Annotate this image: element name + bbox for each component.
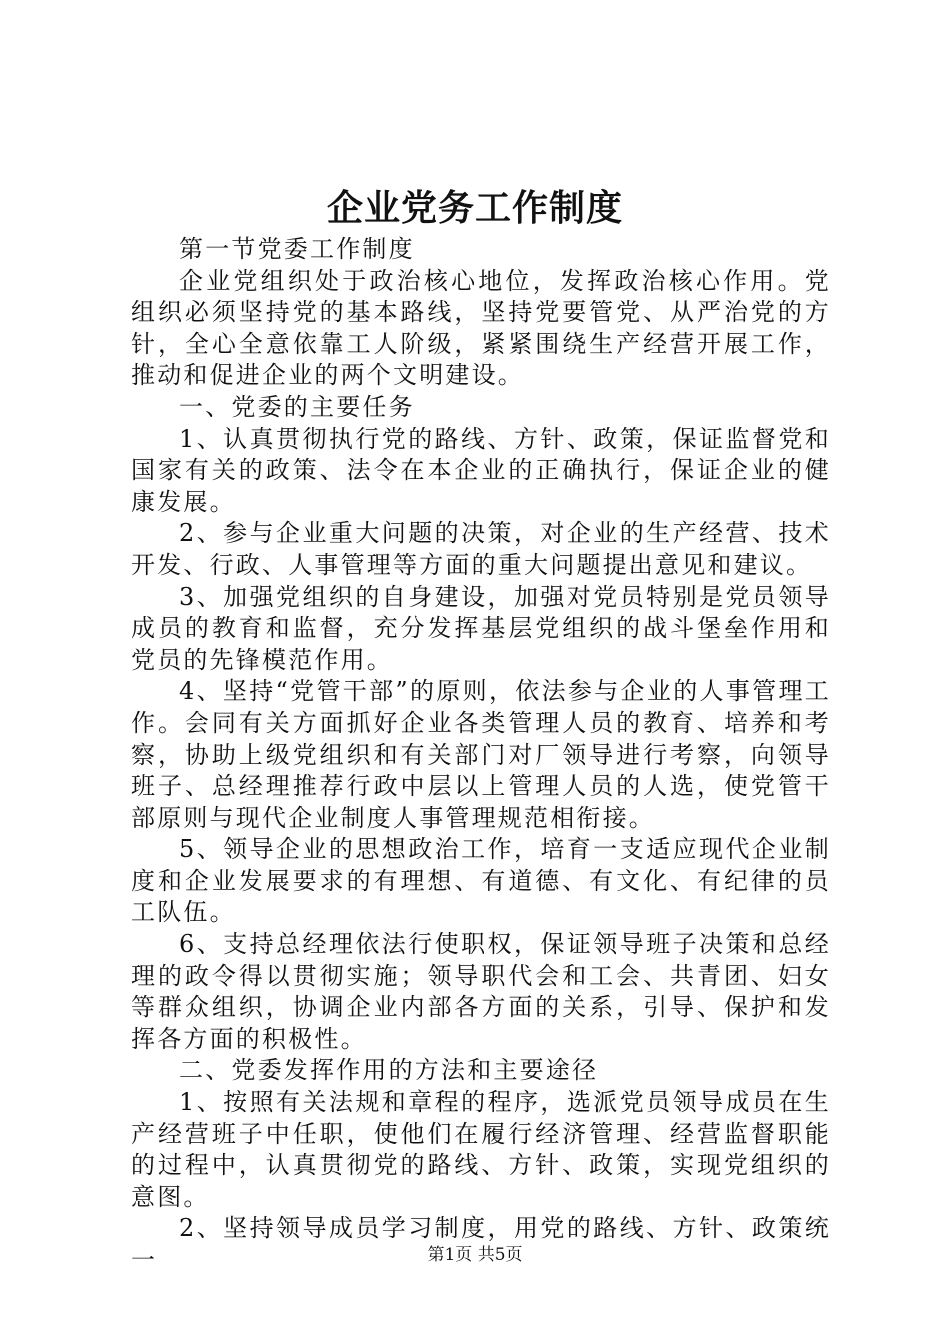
subsection-heading: 二、党委发挥作用的方法和主要途径 bbox=[179, 1056, 599, 1085]
list-item: 1、按照有关法规和章程的程序，选派党员领导成员在生产经营班子中任职，使他们在履行经济管理、经营监督职能的过程中，认真贯彻党的路线、方针、政策，实现党组织的意图。 bbox=[131, 1088, 831, 1211]
list-item: 1、认真贯彻执行党的路线、方针、政策，保证监督党和国家有关的政策、法令在本企业的正确执行，保证企业的健康发展。 bbox=[131, 424, 831, 516]
section-heading: 第一节党委工作制度 bbox=[179, 235, 415, 263]
document-title: 企业党务工作制度 bbox=[326, 187, 623, 229]
document-body bbox=[131, 234, 831, 1277]
list-item: 3、加强党组织的自身建设，加强对党员特别是党员领导成员的教育和监督，充分发挥基层党组织的战斗堡垒作用和党员的先锋模范作用。 bbox=[131, 582, 831, 674]
body-paragraph: 企业党组织处于政治核心地位，发挥政治核心作用。党组织必须坚持党的基本路线，坚持党要管党、从严治党的方针，全心全意依靠工人阶级，紧紧围绕生产经营开展工作，推动和促进企业的两个文明建设。 bbox=[131, 266, 831, 390]
list-item: 4、坚持“党管干部”的原则，依法参与企业的人事管理工作。会同有关方面抓好企业各类管理人员的教育、培养和考察，协助上级党组织和有关部门对厂领导进行考察，向领导班子、总经理推荐行政中层以上管理人员的人选，使党管干部原则与现代企业制度人事管理规范相衔接。 bbox=[131, 677, 831, 832]
list-item: 5、领导企业的思想政治工作，培育一支适应现代企业制度和企业发展要求的有理想、有道德、有文化、有纪律的员工队伍。 bbox=[131, 835, 831, 927]
list-item: 2、参与企业重大问题的决策，对企业的生产经营、技术开发、行政、人事管理等方面的重大问题提出意见和建议。 bbox=[131, 519, 831, 579]
list-item: 2、坚持领导成员学习制度，用党的路线、方针、政策统一 bbox=[131, 1214, 831, 1274]
list-item: 6、支持总经理依法行使职权，保证领导班子决策和总经理的政令得以贯彻实施；领导职代会和工会、共青团、妇女等群众组织，协调企业内部各方面的关系，引导、保护和发挥各方面的积极性。 bbox=[131, 930, 831, 1053]
page-number: 第1页 共5页 bbox=[427, 1245, 523, 1265]
subsection-heading: 一、党委的主要任务 bbox=[179, 392, 415, 421]
